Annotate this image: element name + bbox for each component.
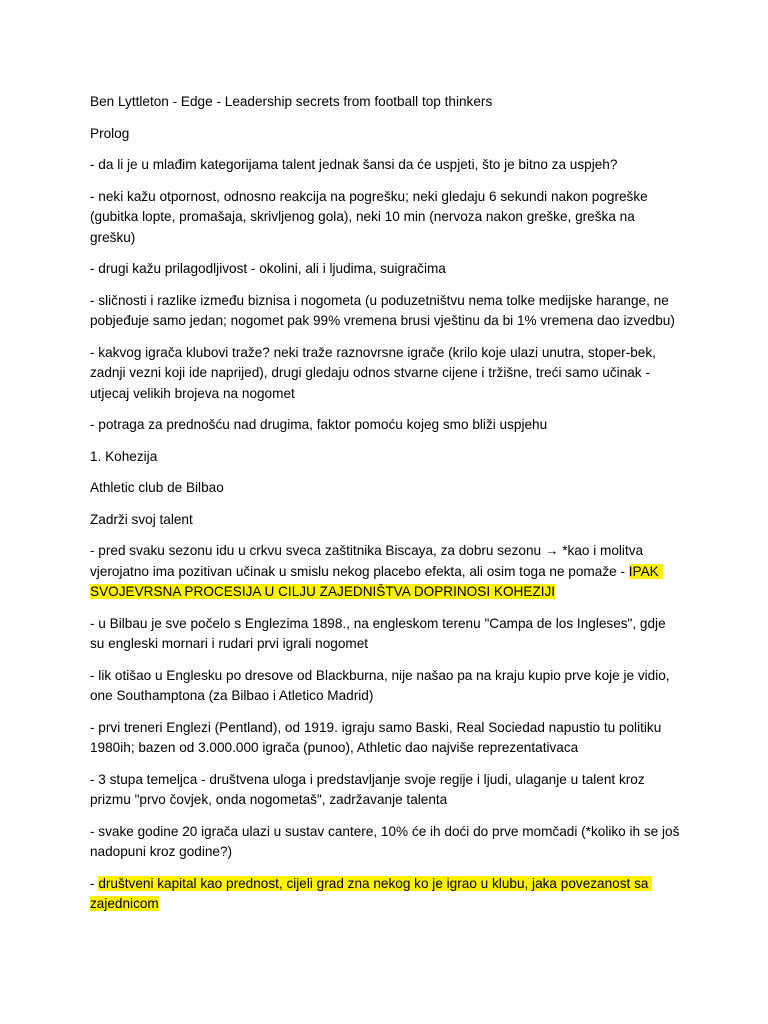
paragraph-text: - drugi kažu prilagodljivost - okolini, ali i ljudima, suigračima [90, 261, 446, 276]
paragraph-text: - potraga za prednošću nad drugima, faktor pomoću kojeg smo bliži uspjehu [90, 417, 548, 432]
document-paragraph [90, 92, 680, 113]
document-paragraph [90, 510, 680, 531]
document-paragraph [90, 447, 680, 468]
document-paragraph [90, 124, 680, 145]
document-paragraph [90, 478, 680, 499]
document-paragraph [90, 874, 680, 915]
paragraph-text: - neki kažu otpornost, odnosno reakcija na pogrešku; neki gledaju 6 sekundi nakon pogreške (gubitka lopte, promašaja, skrivljenog gola), neki 10 min (nervoza nakon greške, greška na grešku) [90, 188, 652, 245]
paragraph-text: Prolog [90, 125, 130, 141]
document-paragraph [90, 187, 680, 249]
paragraph-text: Athletic club de Bilbao [90, 480, 224, 495]
paragraph-text: - sličnosti i razlike između biznisa i nogometa (u poduzetništvu nema tolke medijske harange, ne pobjeđuje samo jedan; nogomet pak 99% vremena brusi vještinu da bi 1% vremena dao izvedbu) [90, 292, 675, 328]
document-paragraph [90, 291, 680, 332]
paragraph-text: - pred svaku sezonu idu u crkvu sveca zaštitnika Biscaya, za dobru sezonu → *kao i molitva vjerojatno ima pozitivan učinak u smislu nekog placebo efekta, ali osim toga ne pomaže - [90, 543, 647, 579]
document-paragraph [90, 770, 680, 811]
paragraph-text: - [90, 875, 99, 891]
paragraph-text: Ben Lyttleton - Edge - Leadership secrets from football top thinkers [90, 94, 493, 109]
paragraph-text: - prvi treneri Englezi (Pentland), od 1919. igraju samo Baski, Real Sociedad napustio tu politiku 1980ih; bazen od 3.000.000 igrača (punoo), Athletic dao najviše reprezentativaca [90, 719, 666, 755]
document-paragraph [90, 541, 680, 603]
document-paragraph [90, 343, 680, 405]
paragraph-text: - u Bilbau je sve počelo s Englezima 1898., na engleskom terenu "Campa de los Ingleses", gdje su engleski mornari i rudari prvi igrali nogomet [90, 615, 670, 651]
paragraph-text: Zadrži svoj talent [90, 511, 193, 527]
paragraph-text: - svake godine 20 igrača ulazi u sustav cantere, 10% će ih doći do prve momčadi (*koliko ih se još nadopuni kroz godine?) [90, 823, 684, 859]
highlighted-text: društveni kapital kao prednost, cijeli grad zna nekog ko je igrao u klubu, jaka povezanost sa zajednicom [90, 875, 653, 911]
document-paragraph [90, 614, 680, 655]
document-paragraph [90, 718, 680, 759]
paragraph-text: 1. Kohezija [90, 448, 158, 464]
paragraph-text: - da li je u mlađim kategorijama talent jednak šansi da će uspjeti, što je bitno za uspjeh? [90, 157, 618, 172]
document-paragraph [90, 666, 680, 707]
paragraph-text: - 3 stupa temeljca - društvena uloga i predstavljanje svoje regije i ljudi, ulaganje u talent kroz prizmu "prvo čovjek, onda nogometaš", zadržavanje talenta [90, 771, 649, 807]
document-body [90, 92, 684, 915]
document-paragraph [90, 259, 680, 280]
paragraph-text: - lik otišao u Englesku po dresove od Blackburna, nije našao pa na kraju kupio prve koje je vidio, one Southamptona (za Bilbao i Atletico Madrid) [90, 667, 674, 703]
document-paragraph [90, 415, 680, 436]
paragraph-text: - kakvog igrača klubovi traže? neki traže raznovrsne igrače (krilo koje ulazi unutra, stoper-bek, zadnji vezni koji ide naprijed), drugi gledaju odnos stvarne cijene i tržišne, treći samo učinak - utjecaj velikih brojeva na nogomet [90, 344, 660, 401]
document-paragraph [90, 822, 684, 863]
highlighted-text: IPAK SVOJEVRSNA PROCESIJA U CILJU ZAJEDNIŠTVA DOPRINOSI KOHEZIJI [90, 563, 663, 599]
document-paragraph [90, 155, 680, 176]
